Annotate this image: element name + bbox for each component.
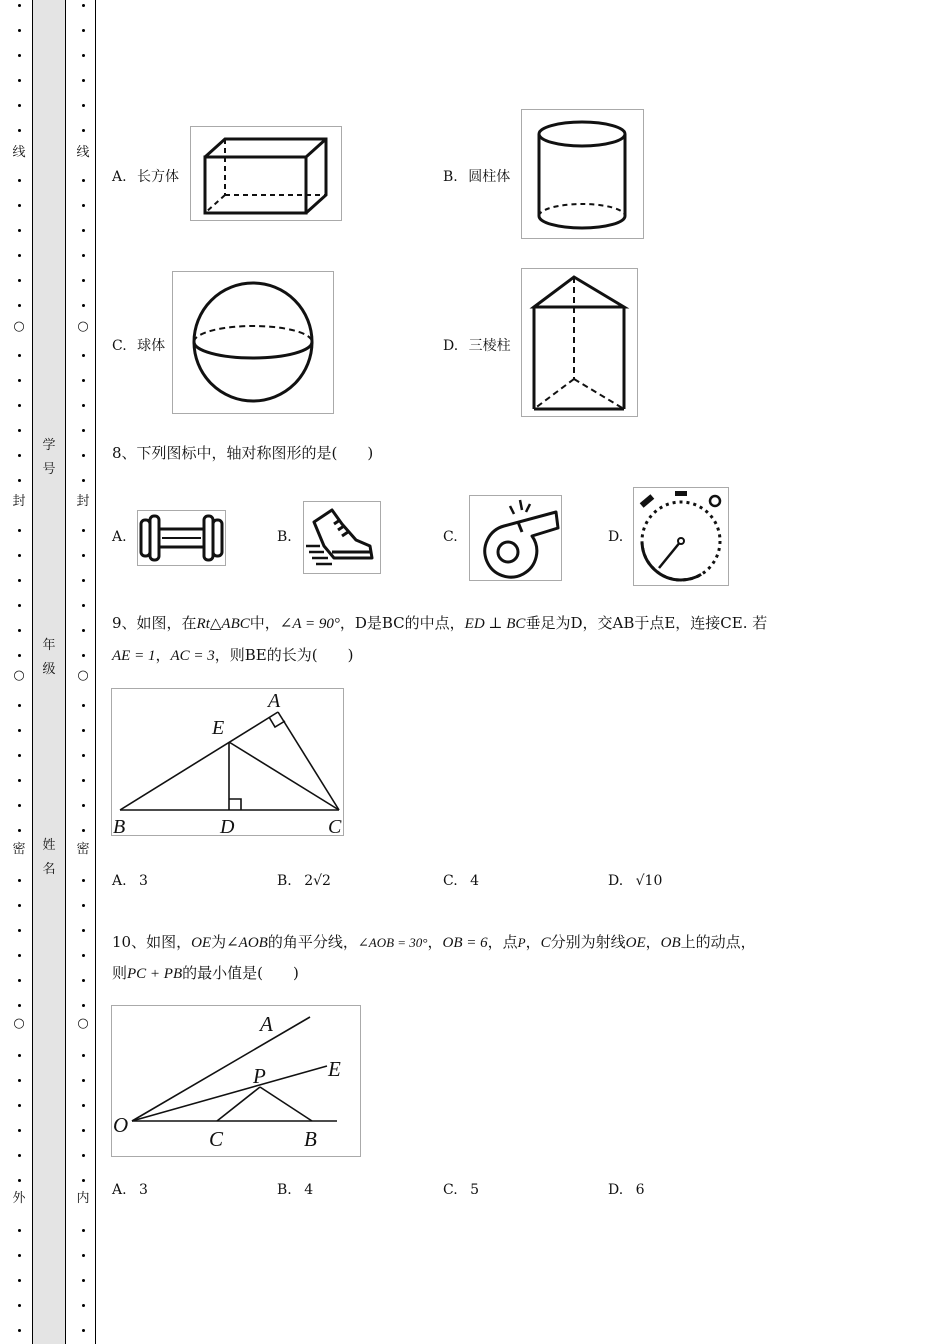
- option-value: 4: [304, 1182, 314, 1198]
- binding-dot: [18, 129, 21, 132]
- option-letter: A.: [112, 169, 127, 185]
- vertex-label-d: D: [220, 816, 235, 835]
- binding-dot: [18, 829, 21, 832]
- math-expr: ∠AOB = 30°: [357, 935, 428, 950]
- option-text: 圆柱体: [468, 169, 511, 185]
- binding-dot: [18, 629, 21, 632]
- binding-dot: [82, 779, 85, 782]
- grade-label: [41, 634, 57, 682]
- binding-dot: [82, 829, 85, 832]
- binding-dot: [18, 554, 21, 557]
- binding-dot: [18, 404, 21, 407]
- binding-dot: [82, 229, 85, 232]
- text-run: 则: [112, 964, 128, 982]
- binding-dot: [18, 1104, 21, 1107]
- binding-dot: [18, 754, 21, 757]
- option-letter: D.: [608, 873, 624, 889]
- gutter-mark: 封: [76, 494, 90, 509]
- option-letter: C.: [443, 873, 458, 889]
- binding-dot: [82, 429, 85, 432]
- math-expr: OB: [660, 935, 681, 951]
- option-text: 球体: [137, 338, 166, 354]
- gutter-mark: 密: [12, 842, 26, 857]
- binding-dot: [82, 129, 85, 132]
- binding-dot: [82, 404, 85, 407]
- q8-option-a[interactable]: A.: [112, 529, 127, 545]
- option-letter: B.: [443, 169, 458, 185]
- text-run: 中，: [249, 614, 280, 632]
- gutter-mark: 外: [12, 1191, 26, 1206]
- text-run: 9、如图，在: [112, 614, 197, 632]
- binding-dot: [82, 1004, 85, 1007]
- binding-dot: [18, 454, 21, 457]
- stopwatch-icon: [633, 487, 729, 586]
- binding-dot: [82, 804, 85, 807]
- binding-dot: [82, 1154, 85, 1157]
- q9-stem-line1: [112, 612, 767, 633]
- binding-dot: [82, 104, 85, 107]
- q10-option-a[interactable]: [112, 1182, 148, 1198]
- option-value: 4: [470, 873, 480, 889]
- binding-dot: [82, 1254, 85, 1257]
- option-text: 三棱柱: [468, 338, 511, 354]
- binding-dot: [18, 1329, 21, 1332]
- binding-dot: [82, 654, 85, 657]
- q7-option-a[interactable]: [112, 166, 179, 186]
- option-value: 3: [139, 873, 148, 889]
- binding-dot: [18, 579, 21, 582]
- vertical-label-char: 号: [42, 462, 56, 477]
- math-expr: ∠AOB: [226, 935, 268, 951]
- text-run: 上的动点，: [680, 933, 756, 951]
- text-run: ，: [427, 933, 443, 951]
- math-expr: OB = 6: [442, 935, 488, 951]
- whistle-icon: [469, 495, 562, 581]
- binding-dot: [18, 1054, 21, 1057]
- q7-option-d[interactable]: [443, 335, 511, 355]
- math-expr: PC + PB: [127, 966, 183, 982]
- point-label-a: A: [260, 1012, 273, 1036]
- binding-dot: [82, 929, 85, 932]
- binding-dot: [82, 1054, 85, 1057]
- gutter-line-1: [32, 0, 33, 1344]
- q7-option-b[interactable]: [443, 166, 510, 186]
- binding-dot: [18, 254, 21, 257]
- binding-dot: [82, 1304, 85, 1307]
- q8-stem: 8、下列图标中，轴对称图形的是( ): [112, 444, 374, 462]
- binding-dot: [82, 629, 85, 632]
- binding-dot: [18, 1254, 21, 1257]
- binding-dot: [18, 304, 21, 307]
- point-label-o: O: [113, 1113, 129, 1137]
- text-run: ，: [525, 933, 541, 951]
- math-expr: AC = 3: [170, 648, 215, 664]
- option-letter: C.: [112, 338, 127, 354]
- text-run: ，: [155, 646, 171, 664]
- binding-dot: [18, 1279, 21, 1282]
- math-expr: ∠A = 90°: [279, 616, 340, 632]
- binding-dot: [18, 4, 21, 7]
- vertical-label-char: 学: [42, 438, 56, 453]
- text-run: 为: [211, 933, 227, 951]
- gutter-mark: ○: [77, 668, 89, 683]
- math-expr: OE: [625, 935, 646, 951]
- binding-dot: [18, 379, 21, 382]
- q8-option-b[interactable]: B.: [277, 529, 292, 545]
- binding-dot: [18, 1304, 21, 1307]
- vertical-label-char: 年: [42, 638, 56, 653]
- vertical-label-char: 名: [42, 862, 56, 877]
- option-letter: A.: [112, 873, 127, 889]
- q9-option-d[interactable]: [608, 873, 662, 889]
- binding-dot: [82, 554, 85, 557]
- binding-dot: [18, 229, 21, 232]
- binding-dot: [82, 954, 85, 957]
- gutter-mark: ○: [13, 1016, 25, 1031]
- binding-dot: [82, 179, 85, 182]
- option-text: 长方体: [137, 169, 180, 185]
- binding-dot: [18, 604, 21, 607]
- q9-triangle-figure: [111, 688, 344, 836]
- binding-dot: [18, 729, 21, 732]
- q7-option-c[interactable]: [112, 335, 165, 355]
- text-run: 分别为射线: [550, 933, 626, 951]
- binding-dot: [82, 4, 85, 7]
- binding-dot: [18, 954, 21, 957]
- text-run: 10、如图，: [112, 933, 192, 951]
- math-expr: AE = 1: [112, 648, 156, 664]
- vertex-label-b: B: [113, 816, 126, 835]
- binding-dot: [18, 979, 21, 982]
- binding-dot: [82, 1079, 85, 1082]
- gutter-mark: 封: [12, 494, 26, 509]
- vertical-label-char: 级: [42, 662, 56, 677]
- binding-dot: [82, 29, 85, 32]
- binding-dot: [82, 354, 85, 357]
- binding-dot: [18, 354, 21, 357]
- gutter-mark: 内: [76, 1191, 90, 1206]
- gutter-mark: ○: [13, 319, 25, 334]
- binding-dot: [18, 529, 21, 532]
- binding-dot: [18, 54, 21, 57]
- binding-dot: [82, 1329, 85, 1332]
- gutter-mark: 线: [76, 145, 90, 160]
- point-label-p: P: [253, 1064, 266, 1088]
- binding-dot: [18, 179, 21, 182]
- option-letter: D.: [443, 338, 459, 354]
- binding-dot: [82, 1279, 85, 1282]
- binding-dot: [82, 279, 85, 282]
- binding-dot: [82, 54, 85, 57]
- math-expr: C: [540, 935, 551, 951]
- option-value: 5: [470, 1182, 480, 1198]
- dumbbell-icon: [137, 510, 226, 566]
- binding-dot: [18, 104, 21, 107]
- binding-dot: [18, 1154, 21, 1157]
- text-run: 的角平分线，: [267, 933, 358, 951]
- binding-dot: [18, 929, 21, 932]
- option-value: 2√2: [304, 873, 331, 889]
- binding-dot: [18, 1004, 21, 1007]
- point-label-e: E: [328, 1057, 341, 1081]
- gutter-mark: ○: [77, 319, 89, 334]
- binding-dot: [82, 304, 85, 307]
- binding-dot: [18, 29, 21, 32]
- binding-dot: [82, 454, 85, 457]
- binding-dot: [82, 1229, 85, 1232]
- binding-dot: [18, 1229, 21, 1232]
- q9-stem-line2: [112, 644, 353, 665]
- student-id-label: [41, 434, 57, 482]
- binding-dot: [82, 1179, 85, 1182]
- q9-option-c[interactable]: [443, 873, 479, 889]
- vertical-label-char: 姓: [42, 838, 56, 853]
- q10-option-b[interactable]: [277, 1182, 313, 1198]
- binding-dot: [18, 204, 21, 207]
- running-shoe-icon: [303, 501, 381, 574]
- binding-dot: [82, 1129, 85, 1132]
- vertex-label-c: C: [328, 816, 342, 835]
- binding-dot: [82, 754, 85, 757]
- binding-dot: [82, 704, 85, 707]
- gutter-mark: ○: [13, 668, 25, 683]
- option-letter: D.: [608, 1182, 624, 1198]
- binding-dot: [18, 1129, 21, 1132]
- option-letter: B.: [277, 873, 292, 889]
- gutter-mark: 密: [76, 842, 90, 857]
- q8-option-c[interactable]: C.: [443, 529, 458, 545]
- math-expr: Rt△ABC: [196, 616, 250, 632]
- point-label-b: B: [304, 1127, 317, 1151]
- q9-option-b[interactable]: [277, 873, 331, 889]
- binding-dot: [18, 429, 21, 432]
- binding-dot: [82, 579, 85, 582]
- option-letter: C.: [443, 1182, 458, 1198]
- q10-stem-line2: [112, 962, 299, 983]
- point-label-c: C: [209, 1127, 224, 1151]
- option-value: √10: [635, 873, 663, 889]
- text-run: 垂足为D，交AB于点E，连接CE. 若: [525, 614, 768, 632]
- gutter-mark: ○: [77, 1016, 89, 1031]
- option-value: 3: [139, 1182, 148, 1198]
- binding-dot: [18, 804, 21, 807]
- text-run: ，: [645, 933, 661, 951]
- binding-dot: [18, 279, 21, 282]
- binding-dot: [18, 904, 21, 907]
- math-expr: P: [517, 935, 526, 950]
- binding-dot: [18, 654, 21, 657]
- text-run: 的最小值是( ): [182, 964, 299, 982]
- binding-dot: [82, 1104, 85, 1107]
- q8-option-d[interactable]: D.: [608, 529, 624, 545]
- gutter-line-3: [95, 0, 96, 1344]
- text-run: ，点: [487, 933, 518, 951]
- binding-dot: [82, 379, 85, 382]
- name-label: [41, 834, 57, 882]
- vertex-label-a: A: [268, 690, 281, 712]
- cuboid-figure: [190, 126, 342, 221]
- binding-dot: [18, 779, 21, 782]
- binding-dot: [82, 254, 85, 257]
- binding-dot: [18, 1179, 21, 1182]
- option-letter: A.: [112, 1182, 127, 1198]
- binding-dot: [82, 879, 85, 882]
- text-run: ，则BE的长为( ): [214, 646, 354, 664]
- binding-dot: [82, 479, 85, 482]
- binding-dot: [82, 904, 85, 907]
- binding-dot: [82, 729, 85, 732]
- binding-dot: [82, 204, 85, 207]
- vertex-label-e: E: [212, 717, 225, 739]
- gutter-line-2: [65, 0, 66, 1344]
- binding-dot: [18, 479, 21, 482]
- binding-dot: [82, 979, 85, 982]
- binding-dot: [18, 879, 21, 882]
- sphere-figure: [172, 271, 334, 414]
- text-run: ，D是BC的中点，: [339, 614, 465, 632]
- math-expr: ED ⊥ BC: [464, 616, 526, 632]
- q10-stem-line1: [112, 931, 756, 952]
- binding-dot: [18, 704, 21, 707]
- math-expr: OE: [191, 935, 212, 951]
- binding-dot: [18, 1079, 21, 1082]
- binding-dot: [82, 79, 85, 82]
- option-letter: B.: [277, 1182, 292, 1198]
- q10-angle-figure: [111, 1005, 361, 1157]
- q10-option-c[interactable]: [443, 1182, 479, 1198]
- binding-dot: [82, 604, 85, 607]
- binding-dot: [18, 79, 21, 82]
- gutter-mark: 线: [12, 145, 26, 160]
- q9-option-a[interactable]: [112, 873, 148, 889]
- cylinder-figure: [521, 109, 644, 239]
- option-value: 6: [635, 1182, 645, 1198]
- triangular-prism-figure: [521, 268, 638, 417]
- q10-option-d[interactable]: [608, 1182, 645, 1198]
- binding-dot: [82, 529, 85, 532]
